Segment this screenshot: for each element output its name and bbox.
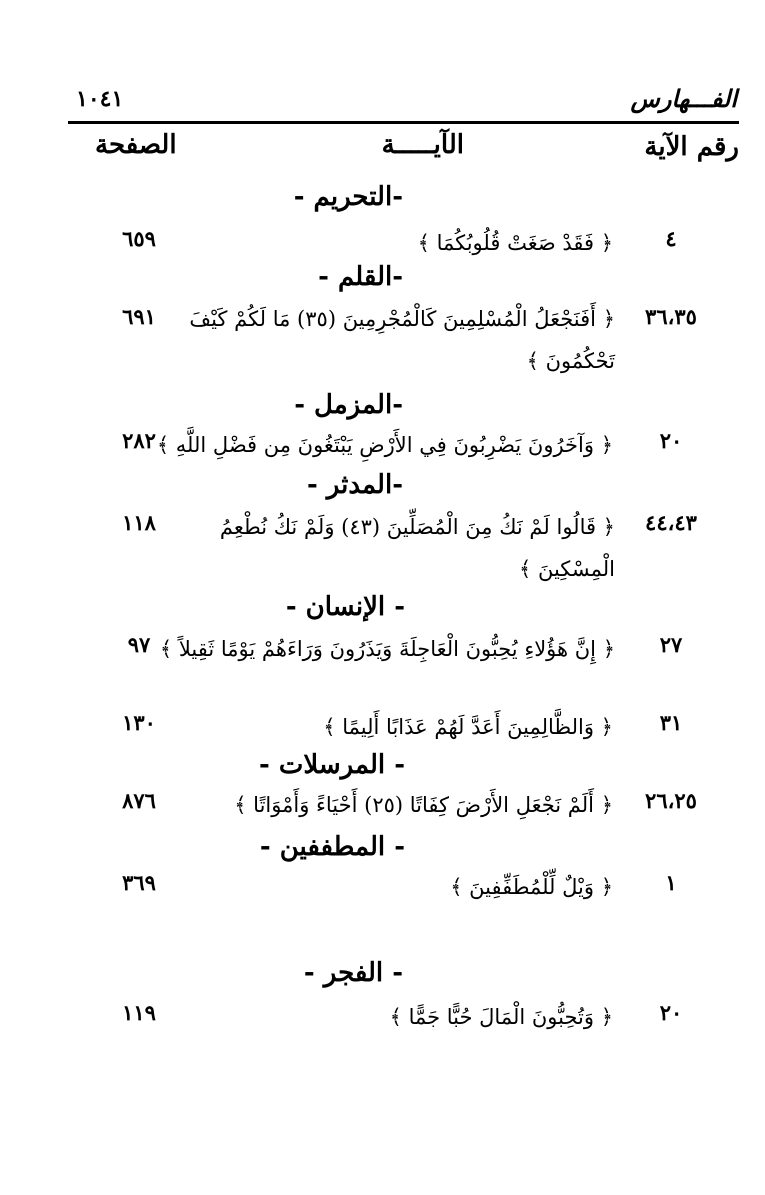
surah-heading: -المدثر - [306,470,403,500]
column-header-ayah-number: رقم الآية [644,132,739,162]
ayah-number: ١ [665,870,677,895]
page-reference: ٨٧٦ [122,788,156,813]
ayah-text: ﴿ فَقَدْ صَغَتْ قُلُوبُكُمَا ﴾ [417,231,613,255]
ayah-number: ٢٠ [659,428,683,453]
ayah-text: ﴿ وَيْلٌ لِّلْمُطَفِّفِينَ ﴾ [450,875,613,899]
ayah-number: ٢٦،٢٥ [645,788,697,813]
page-reference: ١١٩ [122,1000,156,1025]
ayah-text: ﴿ وَتُحِبُّونَ الْمَالَ حُبًّا جَمًّا ﴾ [389,1005,613,1029]
surah-heading: - الفجر - [303,958,403,988]
page-reference: ١٣٠ [122,710,156,735]
ayah-number: ٤٤،٤٣ [645,510,697,535]
page-reference: ٢٨٢ [122,428,156,453]
ayah-number: ٢٧ [659,632,683,657]
surah-heading: -القلم - [318,262,403,292]
page-number: ١٠٤١ [76,86,124,112]
ayah-number: ٣١ [659,710,683,735]
ayah-text: ﴿ قَالُوا لَمْ نَكُ مِنَ الْمُصَلِّينَ (٤٣) وَلَمْ نَكُ نُطْعِمُ الْمِسْكِينَ ﴾ [219,515,615,581]
ayah-text: ﴿ أَفَنَجْعَلُ الْمُسْلِمِينَ كَالْمُجْرِمِينَ (٣٥) مَا لَكُمْ كَيْفَ تَحْكُمُونَ ﴾ [189,307,615,373]
ayah-text: ﴿ أَلَمْ نَجْعَلِ الأَرْضَ كِفَاتًا (٢٥) أَحْيَاءً وَأَمْوَاتًا ﴾ [234,793,613,817]
ayah-text: ﴿ وَالظَّالِمِينَ أَعَدَّ لَهُمْ عَذَابًا أَلِيمًا ﴾ [323,715,613,739]
page-reference: ١١٨ [122,510,156,535]
ayah-text: ﴿ إِنَّ هَؤُلاءِ يُحِبُّونَ الْعَاجِلَةَ وَيَذَرُونَ وَرَاءَهُمْ يَوْمًا ثَقِيلاً ﴾ [159,637,615,661]
column-header-ayah: الآيـــــة [381,130,464,160]
ayah-number: ٣٦،٣٥ [645,304,697,329]
page-reference: ٦٩١ [122,304,156,329]
ayah-text: ﴿ وَآخَرُونَ يَضْرِبُونَ فِي الأَرْضِ يَبْتَغُونَ مِن فَضْلِ اللَّهِ ﴾ [156,433,613,457]
surah-heading: - المرسلات - [259,750,405,780]
surah-heading: -المزمل - [294,390,403,420]
running-title: الفـــهارس [630,84,737,113]
surah-heading: - الإنسان - [285,592,405,622]
column-header-page: الصفحة [95,130,177,160]
surah-heading: - المطففين - [259,832,405,862]
page-reference: ٩٧ [127,632,151,657]
page-reference: ٦٥٩ [122,226,156,251]
surah-heading: -التحريم - [293,182,403,212]
page-reference: ٣٦٩ [122,870,156,895]
ayah-number: ٢٠ [659,1000,683,1025]
ayah-number: ٤ [665,226,677,251]
